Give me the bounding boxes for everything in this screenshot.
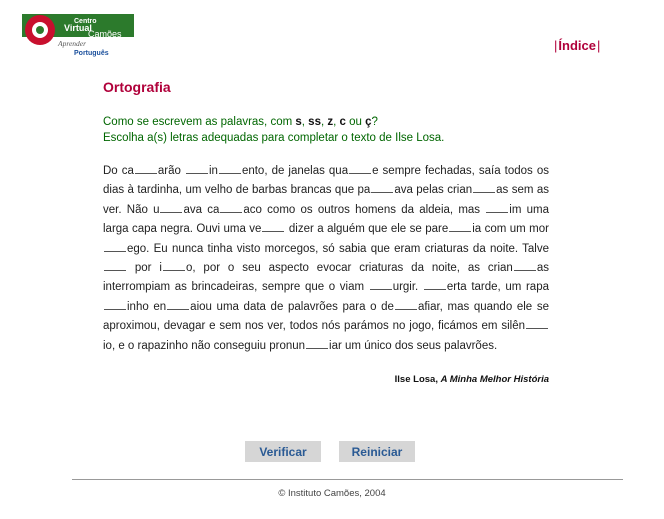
letter-blank-input[interactable] xyxy=(163,269,185,271)
letter-blank-input[interactable] xyxy=(424,288,446,290)
letter-blank-input[interactable] xyxy=(220,211,242,213)
text-segment: e sempre fechadas, saía todos os dias à tardinha, um velho de barbas brancas que pa xyxy=(103,165,549,197)
text-segment: io, e o rapazinho não conseguiu pronun xyxy=(103,339,306,352)
letter-c-cedilla: ç xyxy=(365,116,372,128)
letter-blank-input[interactable] xyxy=(186,172,208,174)
logo-line3: Camões xyxy=(88,29,122,39)
letter-blank-input[interactable] xyxy=(526,327,548,329)
instruction-line-1: Como se escrevem as palavras, com s, ss, z, c ou ç? xyxy=(103,116,378,128)
text-segment: o, por o seu aspecto evocar criaturas da noite, as crian xyxy=(185,262,513,275)
text-segment: ia com um mor xyxy=(472,223,549,236)
reset-button[interactable]: Reiniciar xyxy=(339,441,415,462)
letter-c: c xyxy=(339,116,346,128)
logo-line2: Virtual xyxy=(64,23,92,33)
index-link[interactable] xyxy=(553,38,601,53)
page-title: Ortografia xyxy=(103,79,171,95)
divider-bar-right: | xyxy=(596,38,601,53)
text-segment: inho en xyxy=(127,300,167,313)
footer-divider xyxy=(72,479,623,480)
letter-blank-input[interactable] xyxy=(473,191,495,193)
index-link-label: Índice xyxy=(558,38,596,53)
instruction-suffix: ? xyxy=(371,116,378,128)
text-segment: ava ca xyxy=(183,203,220,216)
letter-blank-input[interactable] xyxy=(306,347,328,349)
letter-blank-input[interactable] xyxy=(167,308,189,310)
letter-blank-input[interactable] xyxy=(135,172,157,174)
text-segment: urgir. xyxy=(392,281,423,294)
text-segment: as interrompiam as brincadeiras, sempre que o viam xyxy=(103,262,549,294)
letter-blank-input[interactable] xyxy=(514,269,536,271)
letter-blank-input[interactable] xyxy=(370,288,392,290)
text-segment: iar um único dos seus palavrões. xyxy=(329,339,498,352)
text-segment: arão xyxy=(157,165,185,177)
letter-s: s xyxy=(295,116,302,128)
letter-blank-input[interactable] xyxy=(219,172,241,174)
text-segment: im uma larga capa negra. Ouvi uma ve xyxy=(103,203,550,236)
text-segment: as sem as ver. Não u xyxy=(103,184,549,216)
letter-z: z xyxy=(327,116,334,128)
text-segment: afiar, mas quando ele se aproximou, devagar e sem nos ver, todos nós parámos no jogo, ficámos em silên xyxy=(103,300,549,333)
credit-work: A Minha Melhor História xyxy=(440,374,549,385)
letter-blank-input[interactable] xyxy=(104,308,126,310)
verify-button[interactable]: Verificar xyxy=(245,441,321,462)
letter-blank-input[interactable] xyxy=(104,269,126,271)
logo-graphic xyxy=(22,14,134,58)
letter-blank-input[interactable] xyxy=(262,230,284,232)
instructions xyxy=(103,114,444,146)
letter-blank-input[interactable] xyxy=(449,230,471,232)
letter-blank-input[interactable] xyxy=(371,191,393,193)
instruction-prefix: Como se escrevem as palavras, com xyxy=(103,116,296,128)
instruction-line-2: Escolha a(s) letras adequadas para completar o texto de Ilse Losa. xyxy=(103,132,445,144)
logo-line4: Aprender xyxy=(58,39,87,48)
exercise-text xyxy=(103,162,549,356)
letter-blank-input[interactable] xyxy=(104,250,126,252)
letter-ss: ss xyxy=(308,116,321,128)
text-segment: dizer a alguém que ele se pare xyxy=(285,223,449,236)
text-segment: erta tarde, um rapa xyxy=(446,281,549,294)
divider-bar-left: | xyxy=(554,38,558,53)
text-credit xyxy=(395,374,549,385)
text-segment: ava pelas crian xyxy=(394,184,473,197)
text-segment: in xyxy=(208,165,218,177)
text-segment: ento, de janelas qua xyxy=(241,165,349,177)
logo-line1: Centro xyxy=(74,18,97,25)
letter-blank-input[interactable] xyxy=(395,308,417,310)
logo-line5: Português xyxy=(74,50,109,57)
text-segment: aiou uma data de palavrões para o de xyxy=(190,300,394,313)
text-segment: ego. Eu nunca tinha visto morcegos, só sabia que eram criaturas da noite. Talve xyxy=(127,242,549,255)
letter-blank-input[interactable] xyxy=(486,211,508,213)
text-segment: aco como os outros homens da aldeia, mas xyxy=(243,203,486,216)
footer-copyright: © Instituto Camões, 2004 xyxy=(278,488,386,499)
text-segment: Do ca xyxy=(103,165,134,177)
text-segment: por i xyxy=(127,262,162,275)
letter-blank-input[interactable] xyxy=(160,211,182,213)
credit-author: Ilse Losa, xyxy=(394,374,438,385)
letter-blank-input[interactable] xyxy=(349,172,371,174)
site-logo[interactable] xyxy=(22,14,134,58)
